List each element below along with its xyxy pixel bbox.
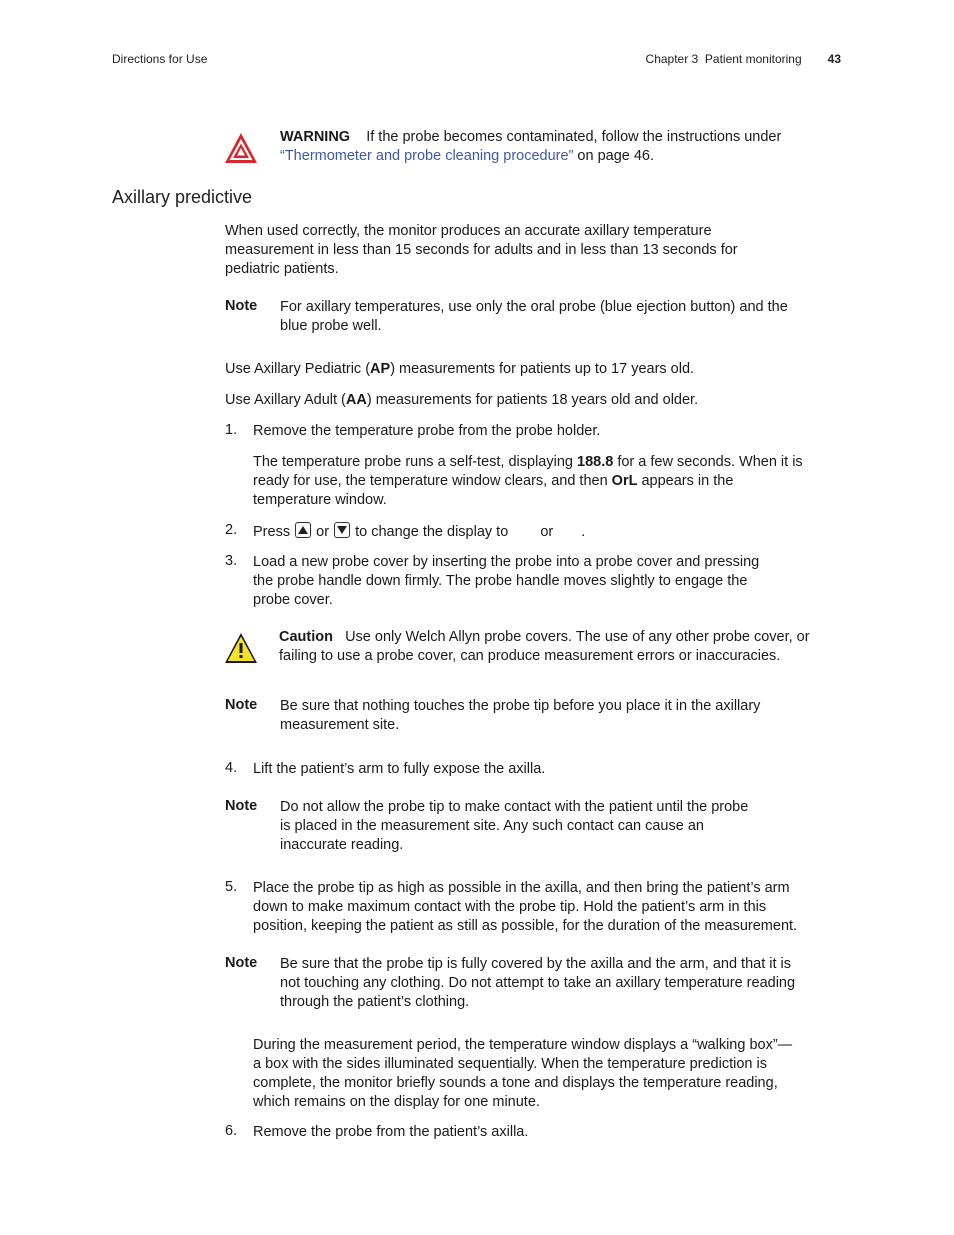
warning-block [280,128,840,166]
intro-line: pediatric patients. [225,261,339,277]
step-number: 3. [225,553,238,569]
intro-paragraph [225,222,845,279]
caution-block: Caution Use only Welch Allyn probe covers. The use of any other probe cover, or failing to use a probe cover, can produce measurement errors or inaccuracies. [279,629,810,664]
cleaning-procedure-link[interactable]: “Thermometer and probe cleaning procedure” [280,148,574,164]
note-text [280,298,845,336]
note-text: Be sure that the probe tip is fully covered by the axilla and the arm, and that it is not touching any clothing. Do not attempt to take an axillary temperature reading through the patient’s clothing. [280,956,796,1010]
note-label: Note [225,298,258,314]
warning-triangle-icon [223,131,259,170]
step1-detail: The temperature probe runs a self-test, displaying 188.8 for a few seconds. When it is ready for use, the temperature window clears, and then OrL appears in the temperature window. [253,454,803,508]
intro-line: measurement in less than 15 seconds for adults and in less than 13 seconds for [225,242,738,258]
step2-text: Press or to change the display to or . [253,524,586,540]
step-number: 4. [225,760,238,776]
ap-code: AP [370,361,391,377]
step-number: 1. [225,422,238,438]
note-label: Note [225,955,258,971]
header-right [646,52,841,66]
note-line: blue probe well. [280,318,382,334]
caution-triangle-icon [223,631,259,670]
note-label: Note [225,798,258,814]
step-text: Remove the temperature probe from the probe holder. [253,423,601,439]
step3-text: Load a new probe cover by inserting the probe into a probe cover and pressing the probe handle down firmly. The probe handle moves slightly to engage the probe cover. [253,554,760,608]
step5-text: Place the probe tip as high as possible in the axilla, and then bring the patient’s arm down to make maximum contact with the probe tip. Hold the patient’s arm in this position, keeping the patient as still as possible, for the duration of the measurement. [253,880,798,934]
ap-instruction: Use Axillary Pediatric (AP) measurements for patients up to 17 years old. [225,361,695,377]
aa-instruction: Use Axillary Adult (AA) measurements for patients 18 years old and older. [225,392,699,408]
step-number: 2. [225,522,238,538]
section-title: Axillary predictive [112,187,253,207]
header-chapter: Chapter 3 Patient monitoring [645,52,802,66]
aa-code: AA [345,392,367,408]
intro-line: When used correctly, the monitor produces an accurate axillary temperature [225,223,712,239]
header-page-number: 43 [827,52,841,66]
self-test-code: 188.8 [577,454,614,470]
warning-page-ref: on page 46. [573,148,655,164]
note-label: Note [225,697,258,713]
warning-label: WARNING [280,129,351,145]
header-doc-title: Directions for Use [112,52,208,66]
caution-label: Caution [279,629,333,645]
note-text: Be sure that nothing touches the probe tip before you place it in the axillary measurement site. [280,698,761,733]
step-number: 5. [225,879,238,895]
note-text: Do not allow the probe tip to make contact with the patient until the probe is placed in the measurement site. Any such contact can cause an inaccurate reading. [280,799,749,853]
step-text: Remove the probe from the patient’s axilla. [253,1124,529,1140]
up-arrow-key-icon [295,522,311,538]
step-text: Lift the patient’s arm to fully expose the axilla. [253,761,546,777]
warning-text: If the probe becomes contaminated, follow the instructions under [366,129,782,145]
step-number: 6. [225,1123,238,1139]
note-line: For axillary temperatures, use only the oral probe (blue ejection button) and the [280,299,788,315]
walking-box-paragraph: During the measurement period, the temperature window displays a “walking box”— a box with the sides illuminated sequentially. When the temperature prediction is complete, the monitor briefly sounds a tone and displays the temperature reading, which remains on the display for one minute. [253,1037,793,1110]
down-arrow-key-icon [334,522,350,538]
orl-code: OrL [611,473,638,489]
